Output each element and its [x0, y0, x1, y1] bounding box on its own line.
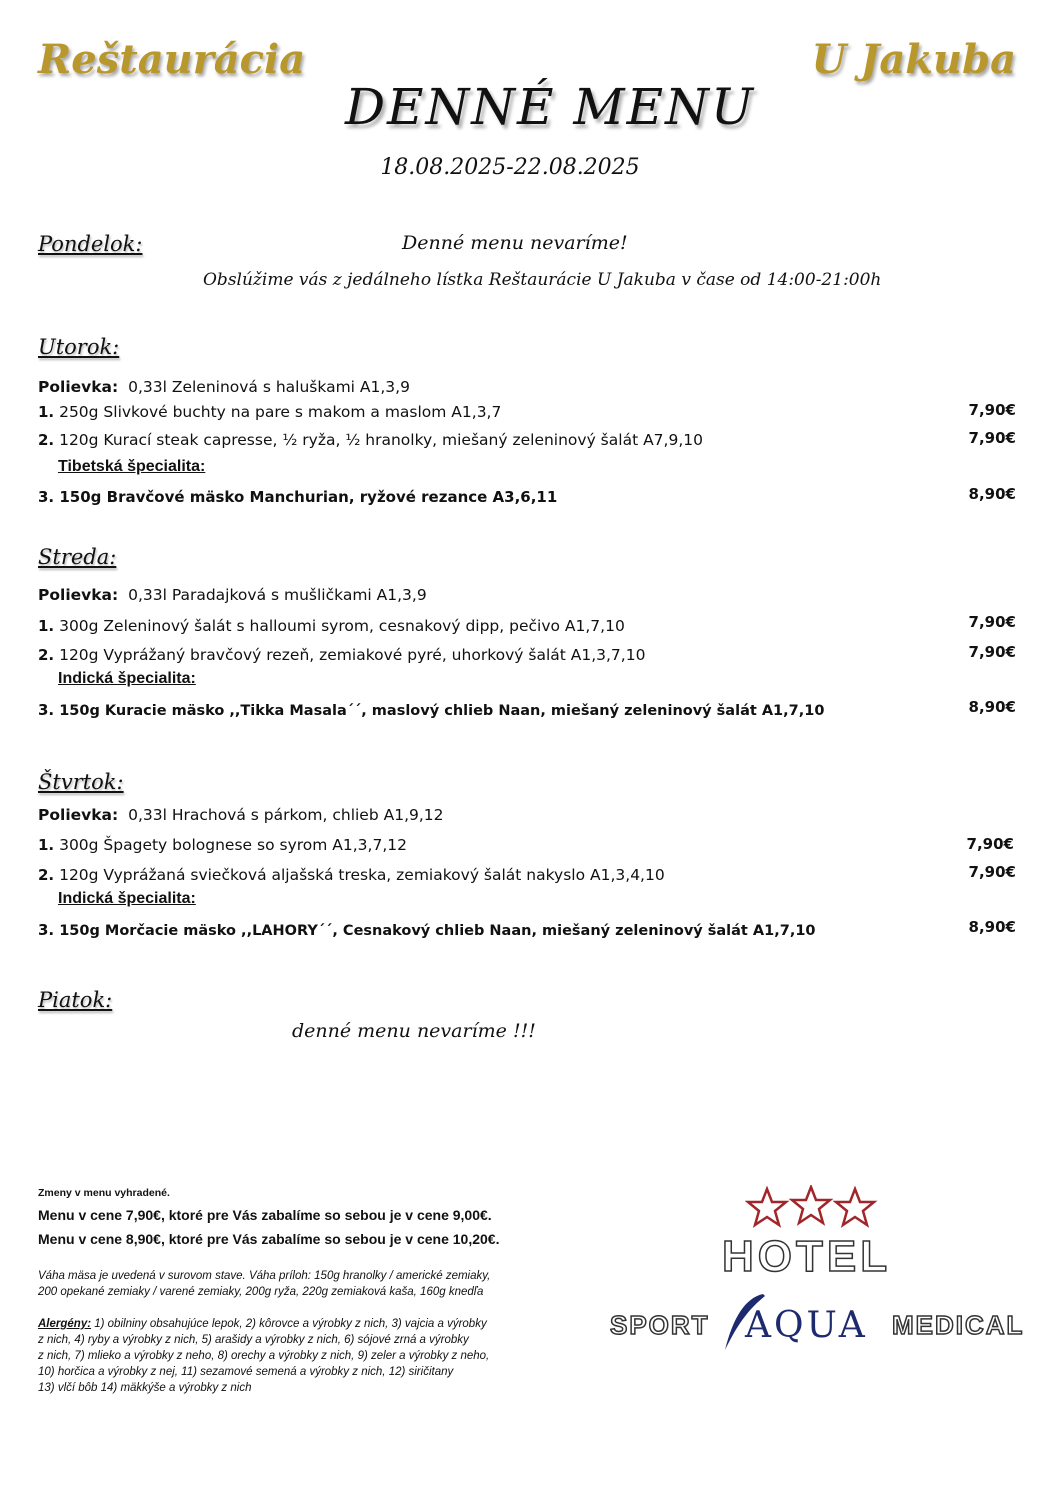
item-text: 120g Vyprážaný bravčový rezeň, zemiakové pyré, uhorkový šalát A1,3,7,10: [59, 646, 646, 664]
changes-note: Zmeny v menu vyhradené.: [38, 1187, 170, 1199]
friday-note: denné menu nevaríme !!!: [292, 1020, 536, 1042]
aqua-swoosh-icon: [715, 1290, 775, 1358]
item-number: 2.: [38, 646, 55, 664]
date-range: 18.08.2025-22.08.2025: [380, 155, 640, 180]
allergens-text: 1) obilniny obsahujúce lepok, 2) kôrovce a výrobky z nich, 3) vajcia a výrobky: [91, 1318, 487, 1330]
allergens-label: Alergény:: [38, 1318, 92, 1330]
day-thursday: Štvrtok:: [38, 770, 124, 794]
item-price: 7,90€: [968, 401, 1016, 419]
special-heading: Tibetská špecialita:: [58, 458, 206, 475]
item-number: 3.: [38, 488, 55, 506]
item-price: 7,90€: [968, 863, 1016, 881]
item-price: 8,90€: [968, 918, 1016, 936]
item-price: 8,90€: [968, 485, 1016, 503]
soup-text: 0,33l Zeleninová s haluškami A1,3,9: [128, 378, 410, 396]
menu-item: [38, 617, 625, 635]
item-price: 7,90€: [968, 429, 1016, 447]
item-number: 2.: [38, 866, 55, 884]
soup-text: 0,33l Hrachová s párkom, chlieb A1,9,12: [128, 806, 444, 824]
monday-note: Denné menu nevaríme!: [402, 232, 628, 254]
item-price: 8,90€: [968, 698, 1016, 716]
monday-service-note: Obslúžime vás z jedálneho lístka Reštaurácie U Jakuba v čase od 14:00-21:00h: [203, 270, 882, 290]
item-number: 3.: [38, 701, 55, 719]
sport-wordmark: SPORT: [610, 1310, 710, 1340]
soup-label: Polievka:: [38, 806, 119, 824]
package-price-2: Menu v cene 8,90€, ktoré pre Vás zabalíme so sebou je v cene 10,20€.: [38, 1231, 500, 1247]
allergens-line-3: z nich, 7) mlieko a výrobky z neho, 8) orechy a výrobky z nich, 9) zeler a výrobky z neho,: [38, 1350, 490, 1362]
item-text: 150g Kuracie mäsko ,,Tikka Masala´´, maslový chlieb Naan, miešaný zeleninový šalát A1,7,10: [59, 703, 825, 719]
allergens-line-2: z nich, 4) ryby a výrobky z nich, 5) arašidy a výrobky z nich, 6) sójové zrná a výrobky: [38, 1334, 469, 1346]
aqua-wordmark: AQUA: [745, 1305, 868, 1346]
three-stars-icon: [745, 1185, 885, 1235]
day-tuesday: Utorok:: [38, 335, 120, 359]
item-text: 300g Zeleninový šalát s halloumi syrom, cesnakový dipp, pečivo A1,7,10: [59, 617, 625, 635]
menu-item: [38, 701, 824, 719]
item-text: 300g Špagety bolognese so syrom A1,3,7,12: [59, 836, 407, 854]
menu-item: [38, 403, 501, 421]
item-text: 120g Vyprážaná sviečková aljašská treska, zemiakový šalát nakyslo A1,3,4,10: [59, 866, 665, 884]
item-price: 7,90€: [966, 835, 1014, 853]
hotel-wordmark: HOTEL: [722, 1232, 892, 1281]
weight-note-1: Váha mäsa je uvedená v surovom stave. Váha príloh: 150g hranolky / americké zemiaky,: [38, 1270, 491, 1282]
item-number: 2.: [38, 431, 55, 449]
soup-tuesday: [38, 378, 410, 396]
item-text: 250g Slivkové buchty na pare s makom a maslom A1,3,7: [59, 403, 502, 421]
item-number: 1.: [38, 403, 55, 421]
item-number: 1.: [38, 836, 55, 854]
item-price: 7,90€: [968, 643, 1016, 661]
allergens-line-1: [38, 1318, 487, 1330]
restaurant-name-right: U Jakuba: [811, 36, 1016, 83]
item-number: 3.: [38, 921, 55, 939]
soup-thursday: [38, 806, 444, 824]
soup-wednesday: [38, 586, 427, 604]
menu-item: [38, 836, 407, 854]
menu-item: [38, 921, 816, 939]
medical-wordmark: MEDICAL: [892, 1310, 1025, 1340]
item-text: 120g Kurací steak capresse, ½ ryža, ½ hranolky, miešaný zeleninový šalát A7,9,10: [59, 431, 703, 449]
special-heading: Indická špecialita:: [58, 670, 196, 687]
menu-item: [38, 488, 557, 506]
item-text: 150g Morčacie mäsko ,,LAHORY´´, Cesnakový chlieb Naan, miešaný zeleninový šalát A1,7,10: [59, 923, 816, 939]
menu-item: [38, 646, 645, 664]
day-monday: Pondelok:: [38, 232, 143, 256]
allergens-line-5: 13) vlčí bôb 14) mäkkýše a výrobky z nich: [38, 1382, 252, 1394]
item-price: 7,90€: [968, 613, 1016, 631]
soup-text: 0,33l Paradajková s mušličkami A1,3,9: [128, 586, 427, 604]
special-heading: Indická špecialita:: [58, 890, 196, 907]
restaurant-name-left: Reštaurácia: [38, 36, 306, 83]
day-friday: Piatok:: [38, 988, 113, 1012]
day-wednesday: Streda:: [38, 545, 117, 569]
soup-label: Polievka:: [38, 378, 119, 396]
menu-item: [38, 866, 665, 884]
soup-label: Polievka:: [38, 586, 119, 604]
package-price-1: Menu v cene 7,90€, ktoré pre Vás zabalíme so sebou je v cene 9,00€.: [38, 1207, 492, 1223]
item-text: 150g Bravčové mäsko Manchurian, ryžové rezance A3,6,11: [59, 488, 558, 506]
weight-note-2: 200 opekané zemiaky / varené zemiaky, 200g ryža, 220g zemiaková kaša, 160g knedľa: [38, 1286, 484, 1298]
allergens-line-4: 10) horčica a výrobky z nej, 11) sezamové semená a výrobky z nich, 12) siričitany: [38, 1366, 454, 1378]
page-title: DENNÉ MENU: [344, 78, 756, 136]
menu-item: [38, 431, 703, 449]
item-number: 1.: [38, 617, 55, 635]
